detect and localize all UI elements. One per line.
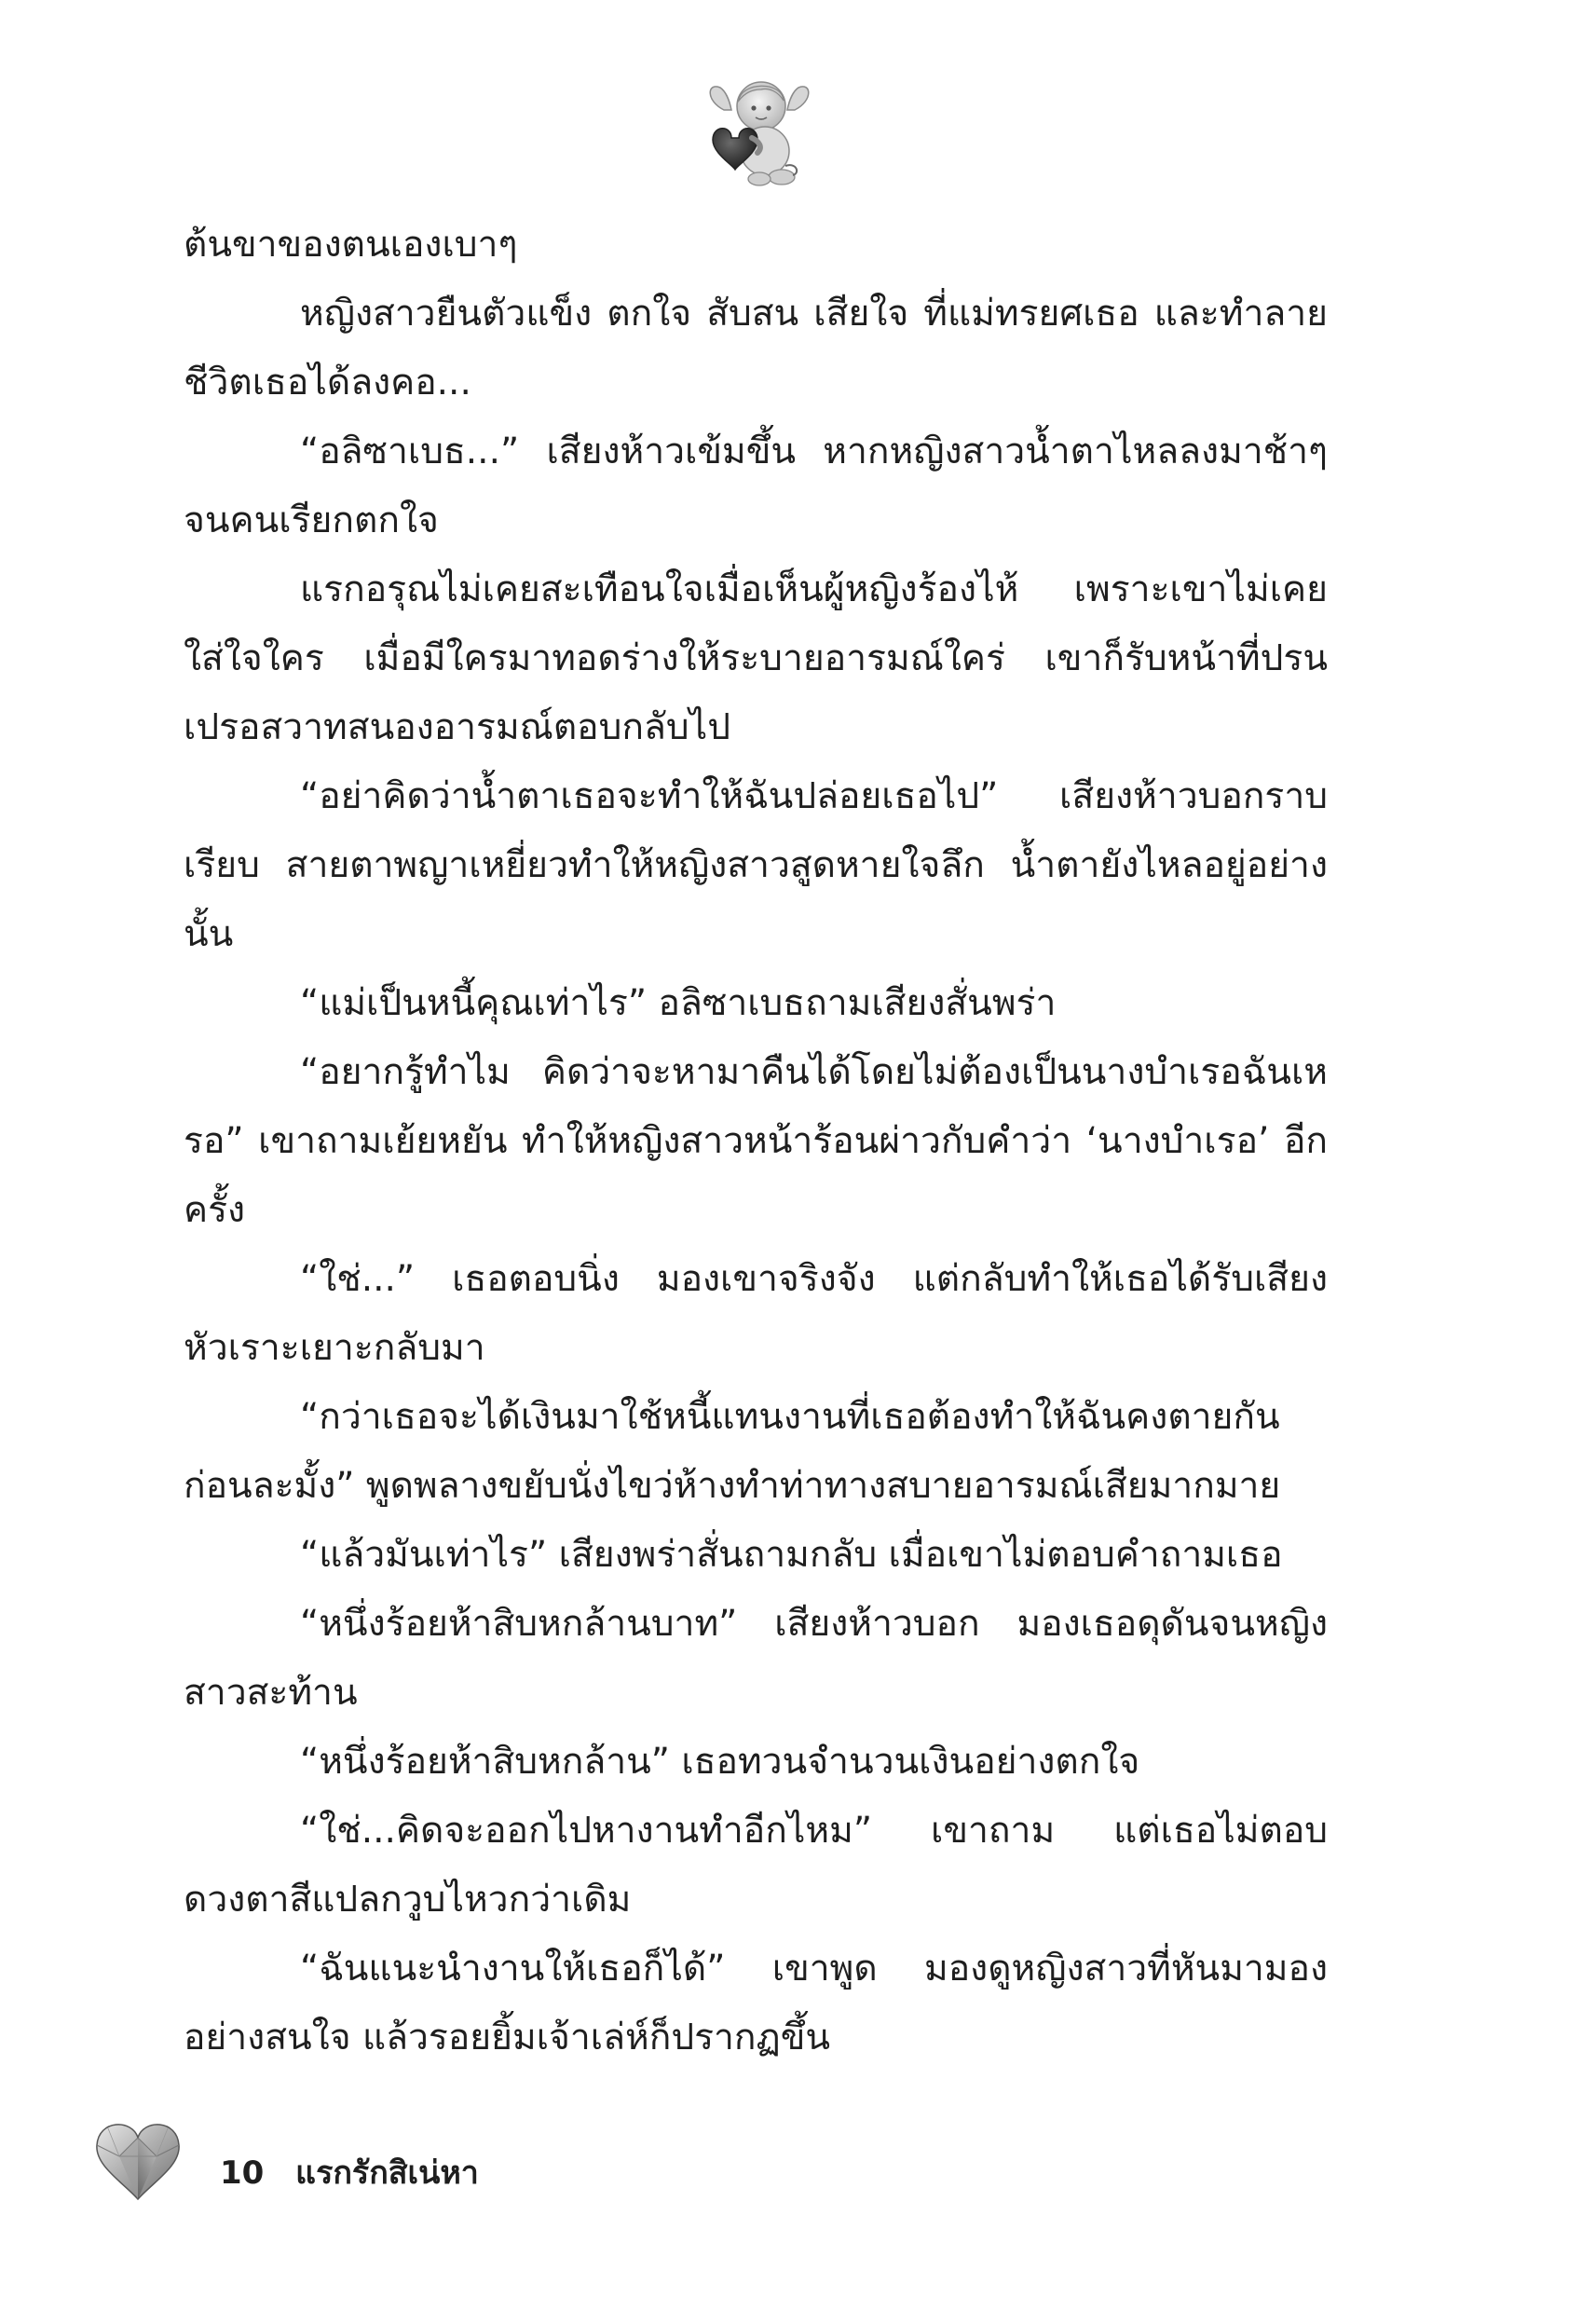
folio xyxy=(220,2147,479,2197)
body-text xyxy=(184,211,1328,2072)
paragraph: “ใช่...” เธอตอบนิ่ง มองเขาจริงจัง แต่กลับทำให้เธอได้รับเสียงหัวเราะเยาะกลับมา xyxy=(184,1258,1328,1369)
paragraph: “อยากรู้ทำไม คิดว่าจะหามาคืนได้โดยไม่ต้องเป็นนางบำเรอฉันเหรอ” เขาถามเย้ยหยัน ทำให้หญิงสาวหน้าร้อนผ่าวกับคำว่า ‘นางบำเรอ’ อีกครั้ง xyxy=(184,1051,1328,1231)
paragraph: “อย่าคิดว่าน้ำตาเธอจะทำให้ฉันปล่อยเธอไป” เสียงห้าวบอกราบเรียบ สายตาพญาเหยี่ยวทำให้หญิงสาวสูดหายใจลึก น้ำตายังไหลอยู่อย่างนั้น xyxy=(184,775,1328,955)
page-number: 10 xyxy=(220,2154,265,2192)
page-footer xyxy=(91,2113,837,2216)
paragraph: “ใช่...คิดจะออกไปหางานทำอีกไหม” เขาถาม แต่เธอไม่ตอบดวงตาสีแปลกวูบไหวกว่าเดิม xyxy=(184,1810,1328,1921)
paragraph: ต้นขาของตนเองเบาๆ xyxy=(184,224,518,266)
faceted-heart-icon xyxy=(91,2113,184,2203)
paragraph: “แม่เป็นหนี้คุณเท่าไร” อลิซาเบธถามเสียงสั่นพร่า xyxy=(300,982,1057,1024)
book-title: แรกรักสิเน่หา xyxy=(295,2154,479,2192)
paragraph: “อลิซาเบธ...” เสียงห้าวเข้มขึ้น หากหญิงสาวน้ำตาไหลลงมาช้าๆ จนคนเรียกตกใจ xyxy=(184,431,1328,541)
paragraph: “หนึ่งร้อยห้าสิบหกล้าน” เธอทวนจำนวนเงินอย่างตกใจ xyxy=(300,1741,1140,1783)
paragraph: “แล้วมันเท่าไร” เสียงพร่าสั่นถามกลับ เมื่อเขาไม่ตอบคำถามเธอ xyxy=(300,1534,1283,1576)
paragraph: “กว่าเธอจะได้เงินมาใช้หนี้แทนงานที่เธอต้องทำให้ฉันคงตายกันก่อนละมั้ง” พูดพลางขยับนั่งไขว่ห้างทำท่าทางสบายอารมณ์เสียมากมาย xyxy=(184,1396,1281,1507)
paragraph: แรกอรุณไม่เคยสะเทือนใจเมื่อเห็นผู้หญิงร้องไห้ เพราะเขาไม่เคยใส่ใจใคร เมื่อมีใครมาทอดร่างให้ระบายอารมณ์ใคร่ เขาก็รับหน้าที่ปรนเปรอสวาทสนองอารมณ์ตอบกลับไป xyxy=(184,568,1328,748)
paragraph: “หนึ่งร้อยห้าสิบหกล้านบาท” เสียงห้าวบอก มองเธอดุดันจนหญิงสาวสะท้าน xyxy=(184,1603,1328,1714)
paragraph: หญิงสาวยืนตัวแข็ง ตกใจ สับสน เสียใจ ที่แม่ทรยศเธอ และทำลายชีวิตเธอได้ลงคอ... xyxy=(184,293,1328,403)
paragraph: “ฉันแนะนำงานให้เธอก็ได้” เขาพูด มองดูหญิงสาวที่หันมามองอย่างสนใจ แล้วรอยยิ้มเจ้าเล่ห์ก็ปรากฏขึ้น xyxy=(184,1948,1328,2058)
cupid-with-heart-icon xyxy=(703,73,815,194)
